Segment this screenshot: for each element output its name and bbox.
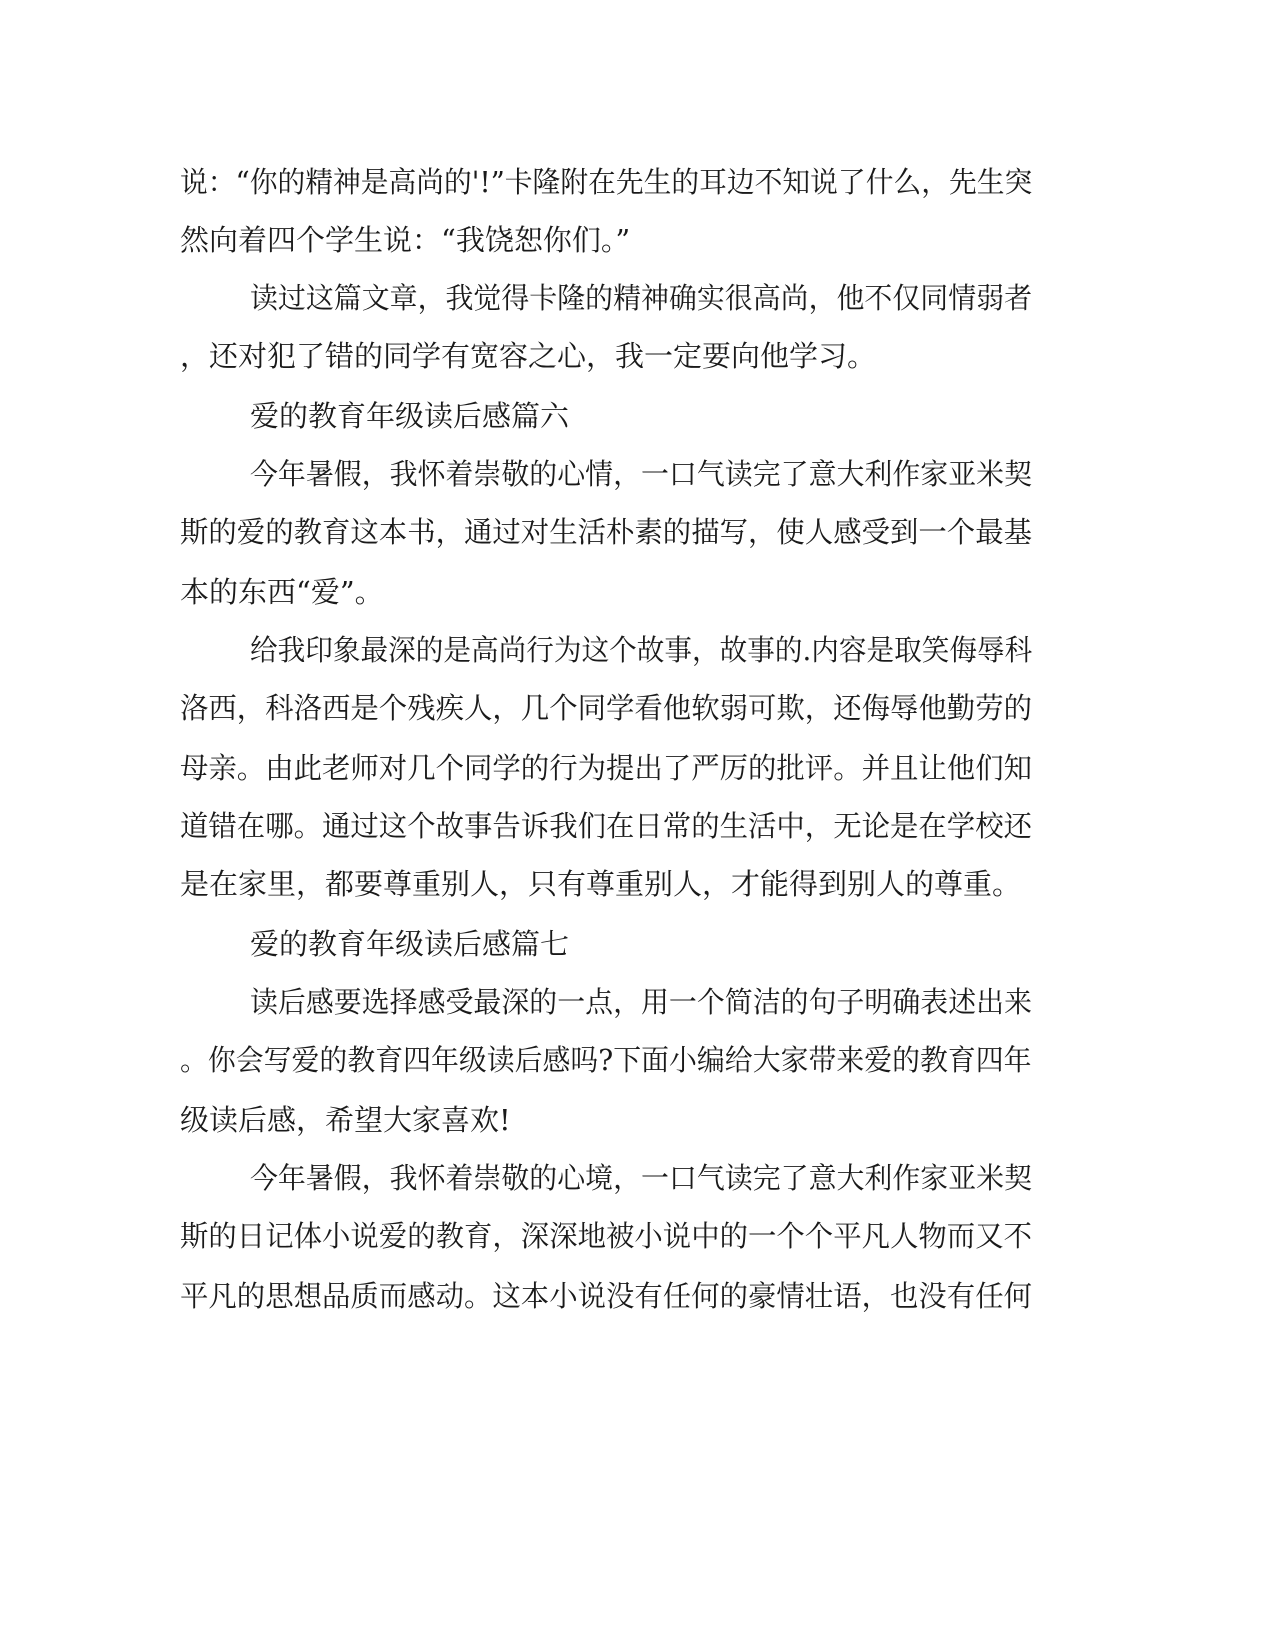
text-line xyxy=(0,220,1275,260)
text-line xyxy=(0,162,1275,202)
text-line xyxy=(0,630,1275,670)
text-line-content: ，还对犯了错的同学有宽容之心，我一定要向他学习。 xyxy=(180,339,877,373)
text-line-content: 今年暑假，我怀着崇敬的心境，一口气读完了意大利作家亚米契 xyxy=(250,1161,1033,1195)
section-heading-text: 爱的教育年级读后感篇七 xyxy=(250,927,570,961)
text-line xyxy=(0,1100,1275,1140)
text-line xyxy=(0,1216,1275,1256)
text-line-content: 给我印象最深的是高尚行为这个故事，故事的.内容是取笑侮辱科 xyxy=(250,633,1033,667)
text-line xyxy=(0,454,1275,494)
text-line-content: 洛西，科洛西是个残疾人，几个同学看他软弱可欺，还侮辱他勤劳的 xyxy=(180,691,1033,725)
text-line xyxy=(0,278,1275,318)
text-line-content: 说：“你的精神是高尚的'!”卡隆附在先生的耳边不知说了什么，先生突 xyxy=(180,165,1033,199)
text-line xyxy=(0,1276,1275,1316)
text-line xyxy=(0,748,1275,788)
text-line-content: 。你会写爱的教育四年级读后感吗?下面小编给大家带来爱的教育四年 xyxy=(180,1043,1032,1077)
text-line-content: 斯的日记体小说爱的教育，深深地被小说中的一个个平凡人物而又不 xyxy=(180,1219,1033,1253)
text-line-content: 斯的爱的教育这本书，通过对生活朴素的描写，使人感受到一个最基 xyxy=(180,515,1033,549)
text-line xyxy=(0,688,1275,728)
section-heading-text: 爱的教育年级读后感篇六 xyxy=(250,399,570,433)
text-line xyxy=(0,336,1275,376)
section-heading xyxy=(0,924,1275,964)
text-line xyxy=(0,512,1275,552)
text-line-content: 是在家里，都要尊重别人，只有尊重别人，才能得到别人的尊重。 xyxy=(180,867,1022,901)
text-line-content: 道错在哪。通过这个故事告诉我们在日常的生活中，无论是在学校还 xyxy=(180,809,1033,843)
text-line-content: 平凡的思想品质而感动。这本小说没有任何的豪情壮语，也没有任何 xyxy=(180,1279,1033,1313)
text-line-content: 级读后感，希望大家喜欢! xyxy=(180,1103,511,1137)
text-line xyxy=(0,806,1275,846)
text-line xyxy=(0,1040,1275,1080)
text-line-content: 今年暑假，我怀着崇敬的心情，一口气读完了意大利作家亚米契 xyxy=(250,457,1033,491)
text-line-content: 母亲。由此老师对几个同学的行为提出了严厉的批评。并且让他们知 xyxy=(180,751,1033,785)
text-line xyxy=(0,1158,1275,1198)
text-line xyxy=(0,572,1275,612)
text-line-content: 读后感要选择感受最深的一点，用一个简洁的句子明确表述出来 xyxy=(250,985,1033,1019)
section-heading xyxy=(0,396,1275,436)
text-line xyxy=(0,982,1275,1022)
text-line xyxy=(0,864,1275,904)
text-line-content: 读过这篇文章，我觉得卡隆的精神确实很高尚，他不仅同情弱者 xyxy=(250,281,1033,315)
text-line-content: 然向着四个学生说：“我饶恕你们。” xyxy=(180,223,631,257)
text-line-content: 本的东西“爱”。 xyxy=(180,575,384,609)
